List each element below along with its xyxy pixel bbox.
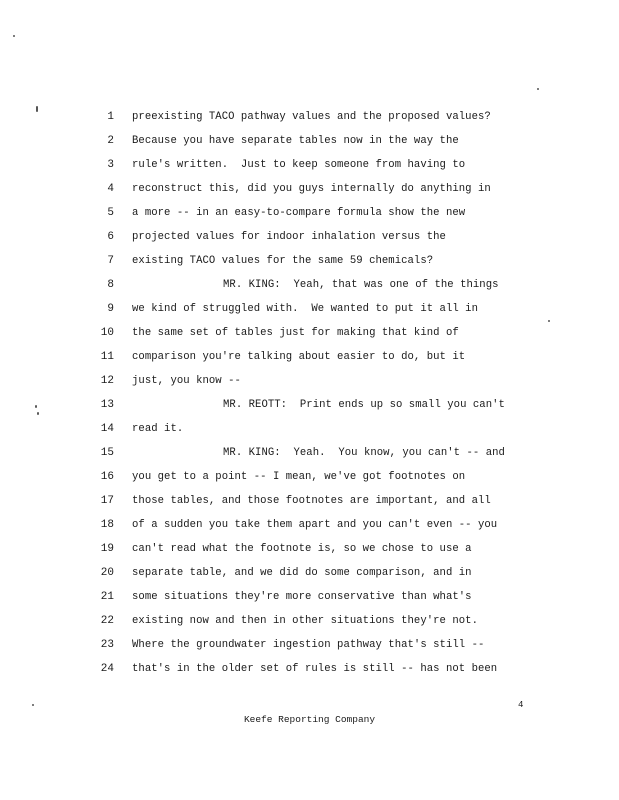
line-text: comparison you're talking about easier to do, but it xyxy=(132,351,466,363)
line-number: 2 xyxy=(107,135,114,147)
line-number: 15 xyxy=(100,447,114,459)
line-text: MR. KING: Yeah. You know, you can't -- and xyxy=(223,447,505,459)
line-number: 1 xyxy=(107,111,114,123)
line-number: 20 xyxy=(100,567,114,579)
transcript-line xyxy=(0,610,619,634)
line-text: of a sudden you take them apart and you can't even -- you xyxy=(132,519,498,531)
line-number: 22 xyxy=(100,615,114,627)
scan-speck xyxy=(13,35,15,37)
line-text: can't read what the footnote is, so we chose to use a xyxy=(132,543,472,555)
scan-speck xyxy=(548,320,550,322)
line-text: reconstruct this, did you guys internally do anything in xyxy=(132,183,491,195)
line-number: 13 xyxy=(100,399,114,411)
line-text: just, you know -- xyxy=(132,375,241,387)
transcript-line xyxy=(0,658,619,682)
line-number: 9 xyxy=(107,303,114,315)
line-number: 23 xyxy=(100,639,114,651)
line-number: 24 xyxy=(100,663,114,675)
transcript-line xyxy=(0,466,619,490)
transcript-line xyxy=(0,298,619,322)
line-text: read it. xyxy=(132,423,184,435)
line-number: 4 xyxy=(107,183,114,195)
line-text: a more -- in an easy-to-compare formula show the new xyxy=(132,207,466,219)
transcript-line xyxy=(0,490,619,514)
line-text: we kind of struggled with. We wanted to put it all in xyxy=(132,303,478,315)
line-text: Where the groundwater ingestion pathway that's still -- xyxy=(132,639,485,651)
transcript-line xyxy=(0,322,619,346)
line-number: 10 xyxy=(100,327,114,339)
line-number: 6 xyxy=(107,231,114,243)
transcript-line xyxy=(0,346,619,370)
scan-speck xyxy=(537,88,539,90)
line-text: those tables, and those footnotes are important, and all xyxy=(132,495,491,507)
line-text: preexisting TACO pathway values and the proposed values? xyxy=(132,111,491,123)
transcript-line xyxy=(0,586,619,610)
scan-speck xyxy=(32,704,34,706)
footer-company-name: Keefe Reporting Company xyxy=(243,714,376,725)
scan-speck xyxy=(36,106,38,112)
transcript-line xyxy=(0,250,619,274)
transcript-line xyxy=(0,442,619,466)
transcript-line xyxy=(0,514,619,538)
line-text: rule's written. Just to keep someone from having to xyxy=(132,159,466,171)
line-number: 12 xyxy=(100,375,114,387)
transcript-line xyxy=(0,418,619,442)
line-number: 8 xyxy=(107,279,114,291)
transcript-line xyxy=(0,394,619,418)
line-number: 14 xyxy=(100,423,114,435)
line-text: you get to a point -- I mean, we've got footnotes on xyxy=(132,471,466,483)
transcript-line xyxy=(0,106,619,130)
line-text: existing now and then in other situations they're not. xyxy=(132,615,478,627)
transcript-line xyxy=(0,226,619,250)
line-text: MR. KING: Yeah, that was one of the things xyxy=(223,279,499,291)
transcript-line xyxy=(0,178,619,202)
scan-speck xyxy=(35,405,37,408)
line-text: the same set of tables just for making that kind of xyxy=(132,327,459,339)
line-text: some situations they're more conservative than what's xyxy=(132,591,472,603)
transcript-line xyxy=(0,130,619,154)
line-text: that's in the older set of rules is still -- has not been xyxy=(132,663,498,675)
line-number: 3 xyxy=(107,159,114,171)
transcript-line xyxy=(0,154,619,178)
transcript-line xyxy=(0,274,619,298)
line-text: existing TACO values for the same 59 chemicals? xyxy=(132,255,434,267)
line-number: 16 xyxy=(100,471,114,483)
line-text: separate table, and we did do some comparison, and in xyxy=(132,567,472,579)
page-number: 4 xyxy=(518,700,524,710)
transcript-line xyxy=(0,202,619,226)
transcript-line xyxy=(0,562,619,586)
line-text: Because you have separate tables now in the way the xyxy=(132,135,459,147)
line-number: 19 xyxy=(100,543,114,555)
scan-speck xyxy=(37,412,39,415)
line-number: 17 xyxy=(100,495,114,507)
line-number: 18 xyxy=(100,519,114,531)
line-text: MR. REOTT: Print ends up so small you can't xyxy=(223,399,505,411)
transcript-line xyxy=(0,370,619,394)
transcript-line xyxy=(0,634,619,658)
line-text: projected values for indoor inhalation versus the xyxy=(132,231,446,243)
line-number: 21 xyxy=(100,591,114,603)
line-number: 5 xyxy=(107,207,114,219)
line-number: 7 xyxy=(107,255,114,267)
transcript-line xyxy=(0,538,619,562)
line-number: 11 xyxy=(100,351,114,363)
